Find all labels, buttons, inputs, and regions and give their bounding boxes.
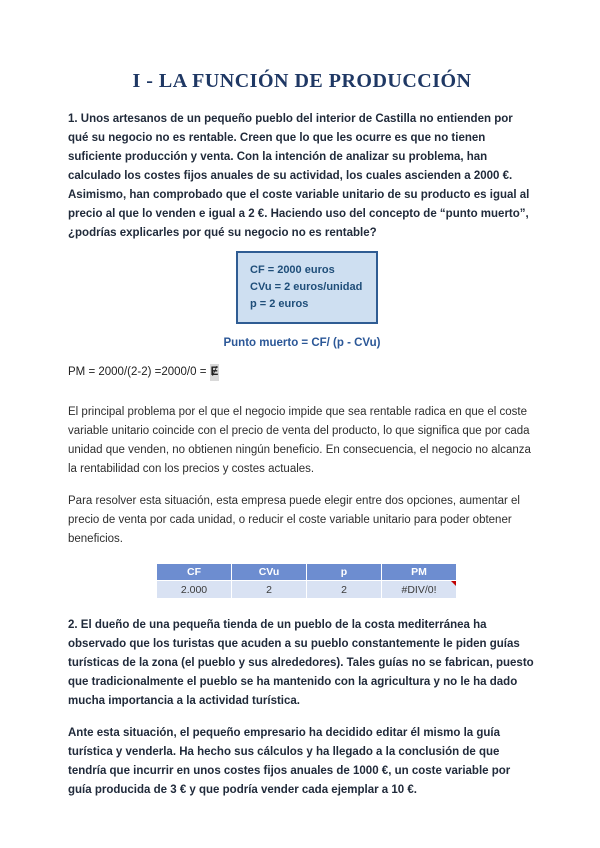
break-even-formula: Punto muerto = CF/ (p - CVu) xyxy=(223,337,381,349)
table-header-cvu: CVu xyxy=(232,564,307,581)
spreadsheet-table xyxy=(156,563,457,599)
table-cell-pm xyxy=(382,581,457,599)
table-cell-p: 2 xyxy=(307,581,382,599)
break-even-calculation xyxy=(68,364,536,381)
div-zero-error-value: #DIV/0! xyxy=(401,583,437,596)
paragraph-exercise-1: 1. Unos artesanos de un pequeño pueblo del interior de Castilla no entienden por qué su negocio no es rentable. Creen que lo que les ocurre es que no tienen suficiente producción y venta. Con la intención de analizar su problema, han calculado los costes fijos anuales de su actividad, los cuales ascienden a 2000 €. Asimismo, han comprobado que el coste variable unitario de su producto es igual al precio al que lo venden e igual a 2 €. Haciendo uso del concepto de “punto muerto”, ¿podrías explicarles por qué su negocio no es rentable? xyxy=(68,113,530,239)
paragraph-exercise-2-decision: Ante esta situación, el pequeño empresario ha decidido editar él mismo la guía turística y venderla. Ha hecho sus cálculos y ha llegado a la conclusión de que tendría que incurrir en unos costes fijos anuales de 1000 €, un coste variable por guía producida de 3 € y que podría vender cada ejemplar a 10 €. xyxy=(68,727,511,796)
paragraph-solution-options: Para resolver esta situación, esta empresa puede elegir entre dos opciones, aumentar el precio de venta por cada unidad, o reducir el coste variable unitario para poder obtener beneficios. xyxy=(68,495,520,545)
comment-marker-triangle xyxy=(451,581,456,586)
data-box xyxy=(236,251,378,324)
paragraph-problem-analysis: El principal problema por el que el negocio impide que sea rentable radica en que el coste variable unitario coincide con el precio de venta del producto, lo que significa que por cada unidad que venden, no obtienen ningún beneficio. En consecuencia, el negocio no alcanza la rentabilidad con los precios y costes actuales. xyxy=(68,406,531,475)
table-data-row xyxy=(157,581,457,599)
data-box-line-p: p = 2 euros xyxy=(250,298,309,310)
undefined-result-symbol: Ɇ xyxy=(210,364,220,381)
data-box-line-cf: CF = 2000 euros xyxy=(250,264,335,276)
table-header-cf: CF xyxy=(157,564,232,581)
table-header-pm: PM xyxy=(382,564,457,581)
table-cell-cf: 2.000 xyxy=(157,581,232,599)
data-box-line-cvu: CVu = 2 euros/unidad xyxy=(250,281,363,293)
table-header-row xyxy=(157,564,457,581)
table-header-p: p xyxy=(307,564,382,581)
paragraph-exercise-2: 2. El dueño de una pequeña tienda de un pueblo de la costa mediterránea ha observado que los turistas que acuden a su pueblo constantemente le piden guías turísticas de la zona (el pueblo y sus alrededores). Tales guías no se fabrican, puesto que tradicionalmente el pueblo se ha mantenido con la agricultura y no le ha dado mucha importancia a la actividad turística. xyxy=(68,619,534,707)
calculation-text: PM = 2000/(2-2) =2000/0 = xyxy=(68,366,210,378)
table-cell-cvu: 2 xyxy=(232,581,307,599)
page-title: I - LA FUNCIÓN DE PRODUCCIÓN xyxy=(132,70,472,92)
